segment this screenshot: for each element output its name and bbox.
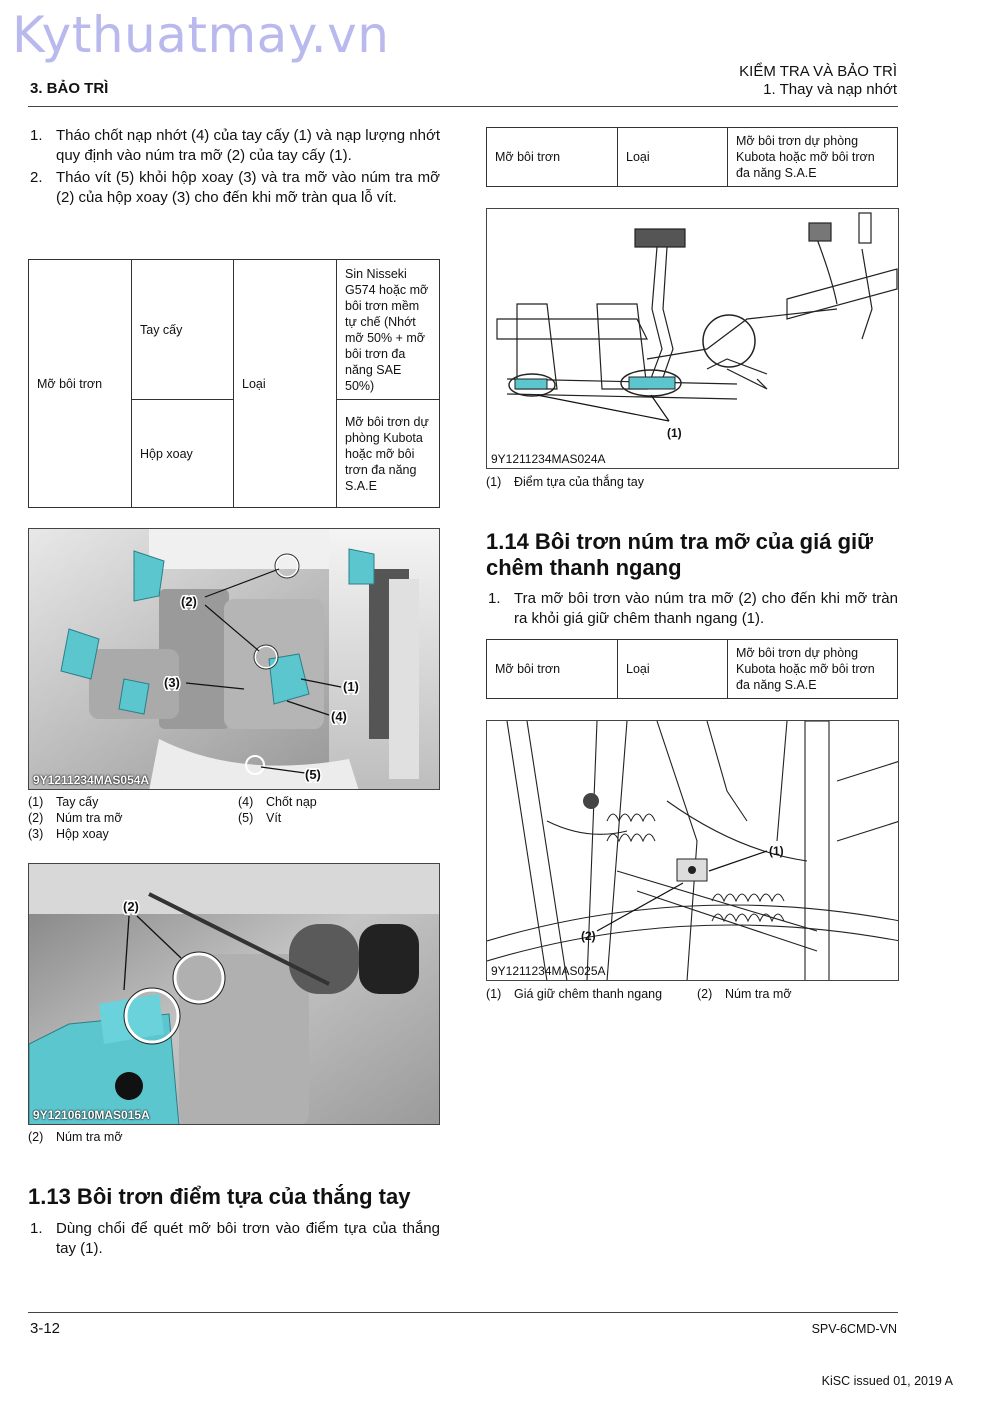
caption-item: (1) Giá giữ chêm thanh ngang bbox=[486, 987, 663, 1001]
section-1-14-steps bbox=[488, 589, 898, 631]
table-cell: Mỡ bôi trơn bbox=[487, 128, 618, 187]
figure-id: 9Y1211234MAS024A bbox=[491, 452, 606, 466]
section-1-13-steps bbox=[30, 1219, 440, 1261]
figure-label: (2) bbox=[581, 929, 596, 943]
shim-holder-illustration bbox=[487, 721, 899, 981]
page-number: 3-12 bbox=[30, 1320, 61, 1337]
table-cell: Tay cấy bbox=[132, 260, 234, 400]
step-text: Tra mỡ bôi trơn vào núm tra mỡ (2) cho đến khi mỡ tràn ra khỏi giá giữ chêm thanh ngang (1). bbox=[514, 590, 898, 627]
lubricant-table-shim-holder bbox=[486, 639, 898, 699]
planting-arm-illustration bbox=[29, 529, 440, 790]
caption-item: (2) Núm tra mỡ bbox=[28, 811, 123, 825]
step-item: 2. Tháo vít (5) khỏi hộp xoay (3) và tra mỡ vào núm tra mỡ (2) của hộp xoay (3) cho đến khi mỡ tràn qua lỗ vít. bbox=[30, 169, 440, 206]
table-cell: Hộp xoay bbox=[132, 400, 234, 508]
table-cell: Loại bbox=[618, 128, 728, 187]
step-text: Tháo vít (5) khỏi hộp xoay (3) và tra mỡ vào núm tra mỡ (2) của hộp xoay (3) cho đến khi mỡ tràn qua lỗ vít. bbox=[56, 169, 440, 206]
lubricant-table bbox=[28, 259, 440, 508]
caption-item: (5) Vít bbox=[238, 811, 282, 825]
step-text: Dùng chổi để quét mỡ bôi trơn vào điểm tựa của thắng tay (1). bbox=[56, 1220, 440, 1257]
caption-item: (3) Hộp xoay bbox=[28, 827, 109, 841]
header-subchapter: 1. Thay và nạp nhớt bbox=[763, 81, 897, 98]
caption-item: (1) Tay cấy bbox=[28, 795, 99, 809]
step-item: 1. Tháo chốt nạp nhớt (4) của tay cấy (1) và nạp lượng nhớt quy định vào núm tra mỡ (2) của tay cấy (1). bbox=[30, 127, 440, 164]
step-item: 1. Tra mỡ bôi trơn vào núm tra mỡ (2) cho đến khi mỡ tràn ra khỏi giá giữ chêm thanh ngang (1). bbox=[488, 590, 898, 627]
figure-label: (2) bbox=[181, 594, 197, 609]
caption-item: (4) Chốt nạp bbox=[238, 795, 317, 809]
watermark: Kythuatmay.vn bbox=[12, 6, 390, 64]
left-steps bbox=[30, 126, 440, 210]
figure-label: (1) bbox=[667, 426, 682, 440]
figure-id: 9Y1211234MAS025A bbox=[491, 964, 606, 978]
table-cell: Mỡ bôi trơn bbox=[29, 260, 132, 508]
figure-planting-arm bbox=[28, 528, 440, 790]
figure-label: (2) bbox=[123, 899, 139, 914]
header-section: 3. BẢO TRÌ bbox=[30, 80, 109, 97]
caption-item: (2) Núm tra mỡ bbox=[28, 1130, 123, 1144]
figure-id: 9Y1210610MAS015A bbox=[33, 1108, 150, 1122]
table-cell: Loại bbox=[618, 640, 728, 699]
table-cell: Sin Nisseki G574 hoặc mỡ bôi trơn mềm tự chế (Nhớt mỡ 50% + mỡ bôi trơn đa năng SAE 50%) bbox=[337, 260, 440, 400]
header-chapter bbox=[739, 63, 897, 99]
table-cell: Mỡ bôi trơn dự phòng Kubota hoặc mỡ bôi trơn đa năng S.A.E bbox=[337, 400, 440, 508]
caption-item: (2) Núm tra mỡ bbox=[697, 987, 792, 1001]
table-cell: Mỡ bôi trơn dự phòng Kubota hoặc mỡ bôi trơn đa năng S.A.E bbox=[728, 640, 898, 699]
figure-shim-holder bbox=[486, 720, 899, 981]
table-cell: Mỡ bôi trơn bbox=[487, 640, 618, 699]
issue-note: KiSC issued 01, 2019 A bbox=[821, 1374, 953, 1388]
header-chapter-title: KIỂM TRA VÀ BẢO TRÌ bbox=[739, 63, 897, 80]
grease-nipple-illustration bbox=[29, 864, 440, 1125]
section-title-1-14: 1.14 Bôi trơn núm tra mỡ của giá giữ chêm thanh ngang bbox=[486, 529, 874, 580]
handbrake-illustration bbox=[487, 209, 899, 469]
figure-label: (1) bbox=[343, 679, 359, 694]
figure-label: (3) bbox=[164, 675, 180, 690]
footer-rule bbox=[28, 1312, 898, 1313]
section-title-1-13: 1.13 Bôi trơn điểm tựa của thắng tay bbox=[28, 1184, 411, 1209]
figure-label: (5) bbox=[305, 767, 321, 782]
figure-handbrake bbox=[486, 208, 899, 469]
header-rule bbox=[28, 106, 898, 107]
figure-id: 9Y1211234MAS054A bbox=[33, 773, 150, 787]
lubricant-table-handbrake bbox=[486, 127, 898, 187]
step-text: Tháo chốt nạp nhớt (4) của tay cấy (1) và nạp lượng nhớt quy định vào núm tra mỡ (2) của tay cấy (1). bbox=[56, 127, 440, 164]
figure-grease-nipple bbox=[28, 863, 440, 1125]
step-item: 1. Dùng chổi để quét mỡ bôi trơn vào điểm tựa của thắng tay (1). bbox=[30, 1220, 440, 1257]
document-code: SPV-6CMD-VN bbox=[811, 1322, 897, 1336]
table-cell: Mỡ bôi trơn dự phòng Kubota hoặc mỡ bôi trơn đa năng S.A.E bbox=[728, 128, 898, 187]
figure-label: (1) bbox=[769, 844, 784, 858]
figure-label: (4) bbox=[331, 709, 347, 724]
table-cell: Loại bbox=[234, 260, 337, 508]
caption-item: (1) Điểm tựa của thắng tay bbox=[486, 475, 644, 489]
